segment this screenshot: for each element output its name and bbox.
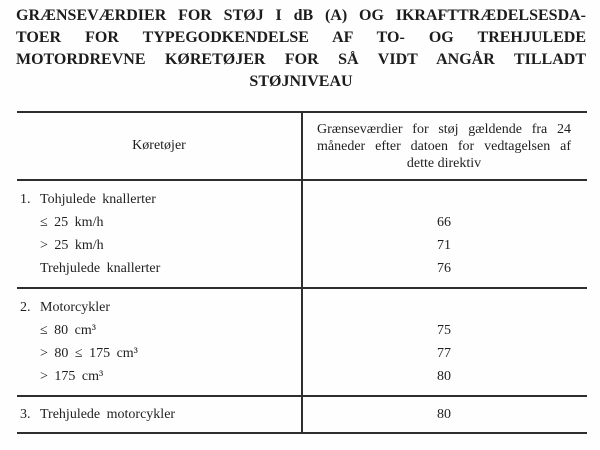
row-number: 3. — [20, 406, 31, 422]
row-number: 1. — [20, 191, 31, 207]
row-value: 71 — [437, 237, 451, 253]
row-text: > 25 km/h — [40, 237, 104, 253]
row-text: Tohjulede knallerter — [40, 191, 156, 207]
row-label — [17, 300, 301, 316]
row-label — [17, 215, 301, 231]
row-label — [17, 346, 301, 362]
column-header-limits-line-2: måneder efter datoen for vedtagelsen af — [317, 138, 571, 154]
row-text: ≤ 25 km/h — [40, 214, 104, 230]
title-line-1: GRÆNSEVÆRDIER FOR STØJ I dB (A) OG IKRAFTTRÆDELSESDA- — [16, 7, 586, 24]
title-line-3: MOTORDREVNE KØRETØJER FOR SÅ VIDT ANGÅR TILLADT — [16, 51, 586, 68]
row-number — [20, 215, 40, 231]
column-header-limits-line-3: dette direktiv — [406, 155, 482, 171]
row-value: 75 — [437, 322, 451, 338]
row-value: 77 — [437, 345, 451, 361]
row-number — [20, 369, 40, 385]
title-line-2: TOER FOR TYPEGODKENDELSE AF TO- OG TREHJULEDE — [16, 29, 586, 46]
row-label — [17, 323, 301, 339]
row-text: ≤ 80 cm³ — [40, 322, 96, 338]
column-header-limits — [301, 121, 587, 172]
row-text: Motorcykler — [40, 299, 110, 315]
row-number — [20, 261, 40, 277]
row-value: 80 — [437, 368, 451, 384]
document-title — [16, 5, 586, 93]
row-value: 66 — [437, 214, 451, 230]
row-label — [17, 238, 301, 254]
row-text: Trehjulede knallerter — [40, 260, 161, 276]
column-header-vehicles: Køretøjer — [132, 138, 186, 153]
row-label — [17, 369, 301, 385]
row-text: Trehjulede motorcykler — [40, 406, 176, 422]
column-divider — [301, 113, 303, 432]
column-header-limits-line-1: Grænseværdier for støj gældende fra 24 — [317, 121, 571, 137]
row-value: 76 — [437, 260, 451, 276]
row-label — [17, 192, 301, 208]
row-text: > 175 cm³ — [40, 368, 104, 384]
row-number — [20, 238, 40, 254]
noise-limits-table — [17, 111, 587, 434]
row-number — [20, 346, 40, 362]
row-number — [20, 323, 40, 339]
row-label — [17, 261, 301, 277]
row-label — [17, 407, 301, 423]
title-line-4: STØJNIVEAU — [249, 73, 353, 90]
row-value: 80 — [437, 406, 451, 422]
row-number: 2. — [20, 299, 31, 315]
row-text: > 80 ≤ 175 cm³ — [40, 345, 138, 361]
